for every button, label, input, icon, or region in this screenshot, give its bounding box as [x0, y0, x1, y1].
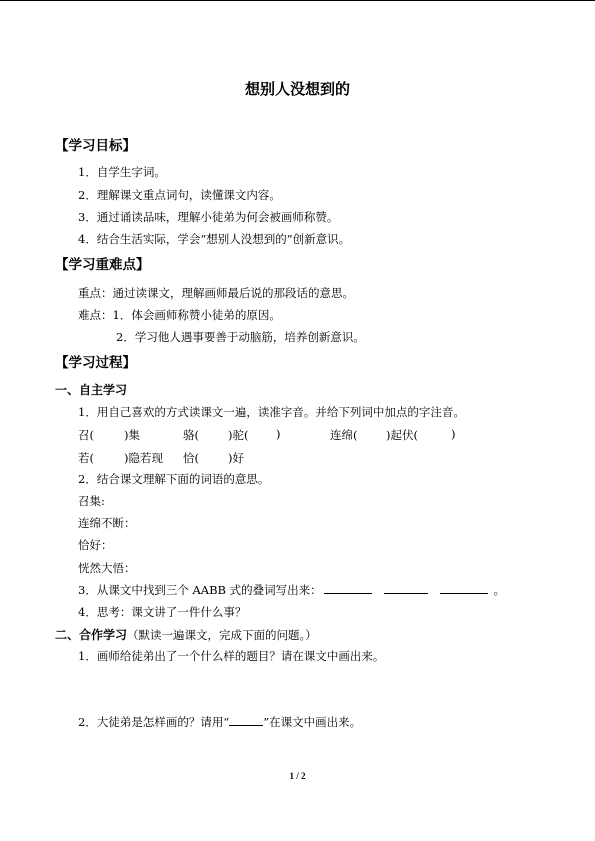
pinyin-word: 召( [78, 428, 94, 442]
term-label: 召集: [78, 494, 105, 508]
pinyin-word: 若( [78, 451, 94, 465]
key-point-focus: 重点：通过读课文，理解画师最后说的那段话的意思。 [78, 286, 354, 300]
term-label: 连绵不断： [78, 516, 136, 530]
pinyin-word: )隐若现 [124, 451, 163, 465]
page-number: 1 / 2 [289, 771, 306, 781]
pinyin-word: ) [276, 427, 281, 441]
term-label: 恍然大悟： [78, 561, 136, 575]
objective-item: 3．通过诵读品味，理解小徒弟为何会被画师称赞。 [78, 210, 339, 224]
underline-sample [229, 716, 263, 726]
part2-title-text: 二、合作学习 [55, 628, 128, 642]
pinyin-word: )好 [228, 451, 244, 465]
aabb-question-end: 。 [493, 583, 506, 597]
part2-title-note: （默读一遍课文，完成下面的问题。） [127, 628, 317, 642]
pinyin-word: )起伏( [386, 428, 418, 442]
answer-blank[interactable] [440, 583, 488, 594]
part2-title [55, 626, 317, 643]
part2-question-before: 2．大徒弟是怎样画的？请用“ [78, 715, 230, 729]
pinyin-word: 恰( [183, 451, 199, 465]
process-heading: 【学习过程】 [55, 355, 136, 371]
document-title: 想别人没想到的 [244, 80, 350, 98]
pinyin-word: )集 [124, 428, 140, 442]
objective-item: 1．自学生字词。 [78, 165, 166, 179]
part2-question: 1．画师给徒弟出了一个什么样的题目？请在课文中画出来。 [78, 649, 385, 663]
answer-blank[interactable] [384, 583, 428, 594]
objective-item: 2．理解课文重点词句，读懂课文内容。 [78, 188, 281, 202]
objective-item: 4．结合生活实际，学会“想别人没想到的”创新意识。 [78, 232, 351, 246]
pinyin-word: )驼( [228, 428, 249, 442]
pinyin-word: 骆( [183, 428, 199, 442]
part2-question-underline [78, 714, 361, 730]
objectives-heading: 【学习目标】 [55, 138, 136, 154]
part1-question: 1．用自己喜欢的方式读课文一遍，读准字音。并给下列词中加点的字注音。 [78, 405, 465, 419]
key-points-heading: 【学习重难点】 [55, 257, 150, 273]
key-point-difficulty: 2．学习他人遇事要善于动脑筋，培养创新意识。 [116, 330, 365, 344]
answer-blank[interactable] [324, 583, 372, 594]
pinyin-word: 连绵( [330, 428, 358, 442]
aabb-question-text: 3．从课文中找到三个 AABB 式的叠词写出来： [78, 583, 322, 597]
page-top-border [0, 0, 595, 1]
pinyin-word: ) [451, 427, 456, 441]
part1-question: 2．结合课文理解下面的词语的意思。 [78, 472, 270, 486]
part1-question: 4．思考：课文讲了一件什么事？ [78, 605, 247, 619]
part1-title: 一、自主学习 [55, 383, 128, 397]
part2-question-after: ”在课文中画出来。 [263, 715, 362, 729]
key-point-difficulty: 难点：1．体会画师称赞小徒弟的原因。 [78, 308, 281, 322]
term-label: 恰好： [78, 538, 113, 552]
aabb-question [78, 582, 505, 598]
